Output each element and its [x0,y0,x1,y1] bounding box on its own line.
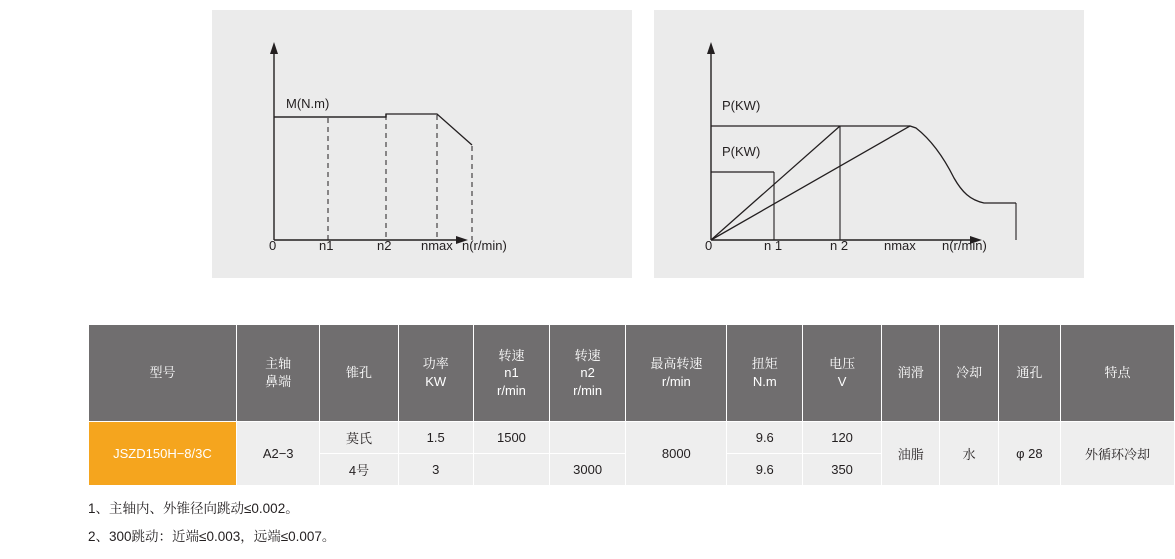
right-chart-xaxis-label: n(r/min) [942,238,987,253]
th-power: 功率 KW [398,325,473,422]
cell-feature: 外循环冷却 [1060,422,1174,486]
power-speed-chart [654,10,1084,278]
cell-torque-2: 9.6 [727,454,803,486]
cell-cooling: 水 [940,422,998,486]
th-speed-n2: 转速 n2 r/min [550,325,626,422]
right-chart-origin-label: 0 [705,238,713,253]
th-speed-n1: 转速 n1 r/min [473,325,549,422]
cell-model: JSZD150H−8/3C [89,422,237,486]
cell-voltage-2: 350 [803,454,882,486]
right-chart-series-label-lower: P(KW) [722,144,761,159]
table-row [89,422,1175,454]
note-line-2: 2、300跳动：近端≤0.003，远端≤0.007。 [88,529,336,544]
spindle-spec-table [88,324,1175,486]
th-cooling: 冷却 [940,325,998,422]
th-voltage: 电压 V [803,325,882,422]
right-chart-tick-n2: n 2 [830,238,849,253]
cell-through-hole: φ 28 [998,422,1060,486]
th-feature: 特点 [1060,325,1174,422]
th-spindle-nose: 主轴 鼻端 [236,325,320,422]
cell-spindle-nose: A2−3 [236,422,320,486]
note-line-1: 1、主轴内、外锥径向跳动≤0.002。 [88,501,299,516]
th-through-hole: 通孔 [998,325,1060,422]
left-chart-xaxis-label: n(r/min) [462,238,507,253]
charts-row [0,10,1175,280]
cell-max-speed: 8000 [626,422,727,486]
th-lubrication: 润滑 [882,325,940,422]
left-chart-origin-label: 0 [269,238,277,253]
cell-torque-1: 9.6 [727,422,803,454]
table-body [89,422,1175,486]
left-chart-tick-nmax: nmax [421,238,453,253]
notes-block [88,495,335,551]
cell-n1-1: 1500 [473,422,549,454]
cell-n2-1 [550,422,626,454]
power-speed-chart-panel [654,10,1084,278]
th-torque: 扭矩 N.m [727,325,803,422]
th-model: 型号 [89,325,237,422]
cell-voltage-1: 120 [803,422,882,454]
right-chart-series-label-upper: P(KW) [722,98,761,113]
right-chart-tick-nmax: nmax [884,238,916,253]
cell-lubrication: 油脂 [882,422,940,486]
torque-speed-chart-panel [212,10,632,278]
left-chart-series-label: M(N.m) [286,96,330,111]
cell-n2-2: 3000 [550,454,626,486]
th-taper-hole: 锥孔 [320,325,398,422]
th-max-speed: 最高转速 r/min [626,325,727,422]
table-header [89,325,1175,422]
cell-power-1: 1.5 [398,422,473,454]
left-chart-tick-n1: n1 [319,238,334,253]
left-chart-tick-n2: n2 [377,238,392,253]
cell-taper-1: 莫氏 [320,422,398,454]
cell-taper-2: 4号 [320,454,398,486]
right-chart-tick-n1: n 1 [764,238,783,253]
cell-power-2: 3 [398,454,473,486]
cell-n1-2 [473,454,549,486]
